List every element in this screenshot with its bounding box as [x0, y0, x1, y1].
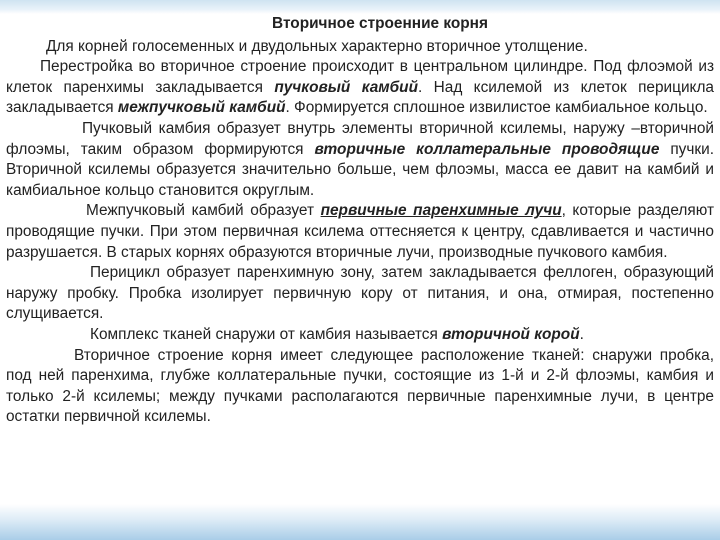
paragraph-1: Для корней голосеменных и двудольных характерно вторичное утолщение.: [46, 37, 588, 55]
paragraph-5: Перицикл образует паренхимную зону, затем закладывается феллоген, образующий наружу пробку. Пробка изолирует первичную кору от питания, и она, отмирая, постепенно слущивается.: [6, 264, 714, 323]
paragraph-2-text-e: . Формируется сплошное извилистое камбиальное кольцо.: [285, 99, 708, 117]
paragraph-2-text-c: . Над ксилемой из клеток перицикла закладывается: [6, 78, 714, 117]
slide-title: Вторичное строенние корня: [272, 15, 488, 32]
term-secondary-cortex: вторичной корой: [442, 325, 580, 343]
term-secondary-collateral-bundles: вторичные коллатеральные проводящие: [314, 140, 660, 158]
paragraph-7: Вторичное строение корня имеет следующее расположение тканей: снаружи пробка, под ней паренхима, глубже коллатеральные пучки, состоящие из 1-й и 2-й флоэмы, камбия и только 2-й ксилемы; между пучками располагаются первичные паренхимные лучи, в центре остатки первичной ксилемы.: [6, 346, 714, 426]
paragraph-2-text-a: Перестройка во вторичное строение происходит в центральном цилиндре. Под флоэмой из клеток паренхимы закладывается: [6, 58, 714, 96]
term-interfascicular-cambium: межпучковый камбий: [117, 99, 286, 117]
paragraph-6-text-c: .: [579, 325, 584, 343]
paragraph-3-text-a: Пучковый камбия образует внутрь элементы вторичной ксилемы, наружу –вторичной флоэмы, таким образом формируются: [6, 119, 714, 158]
slide-text: [6, 14, 714, 428]
bottom-gradient-border: [0, 504, 720, 540]
paragraph-4: [6, 201, 714, 263]
paragraph-4-text-a: Межпучковый камбий образует: [86, 202, 321, 220]
top-gradient-border: [0, 0, 720, 14]
term-fascicular-cambium: пучковый камбий: [274, 78, 418, 96]
term-primary-parenchyma-rays: первичные паренхимные лучи: [320, 202, 562, 220]
paragraph-3: [6, 119, 714, 201]
paragraph-2: [6, 57, 714, 119]
paragraph-6-text-a: Комплекс тканей снаружи от камбия называется: [90, 325, 443, 343]
paragraph-6: [6, 325, 714, 346]
paragraph-4-text-c: , которые разделяют проводящие пучки. При этом первичная ксилема оттесняется к центру, сдавливается и частично разрушается. В старых корнях образуются вторичные лучи, производные пучкового камбия.: [6, 202, 714, 261]
paragraph-3-text-c: пучки. Вторичной ксилемы образуется значительно больше, чем флоэмы, масса ее давит на камбий и камбиальное кольцо становится округлым.: [6, 140, 714, 199]
